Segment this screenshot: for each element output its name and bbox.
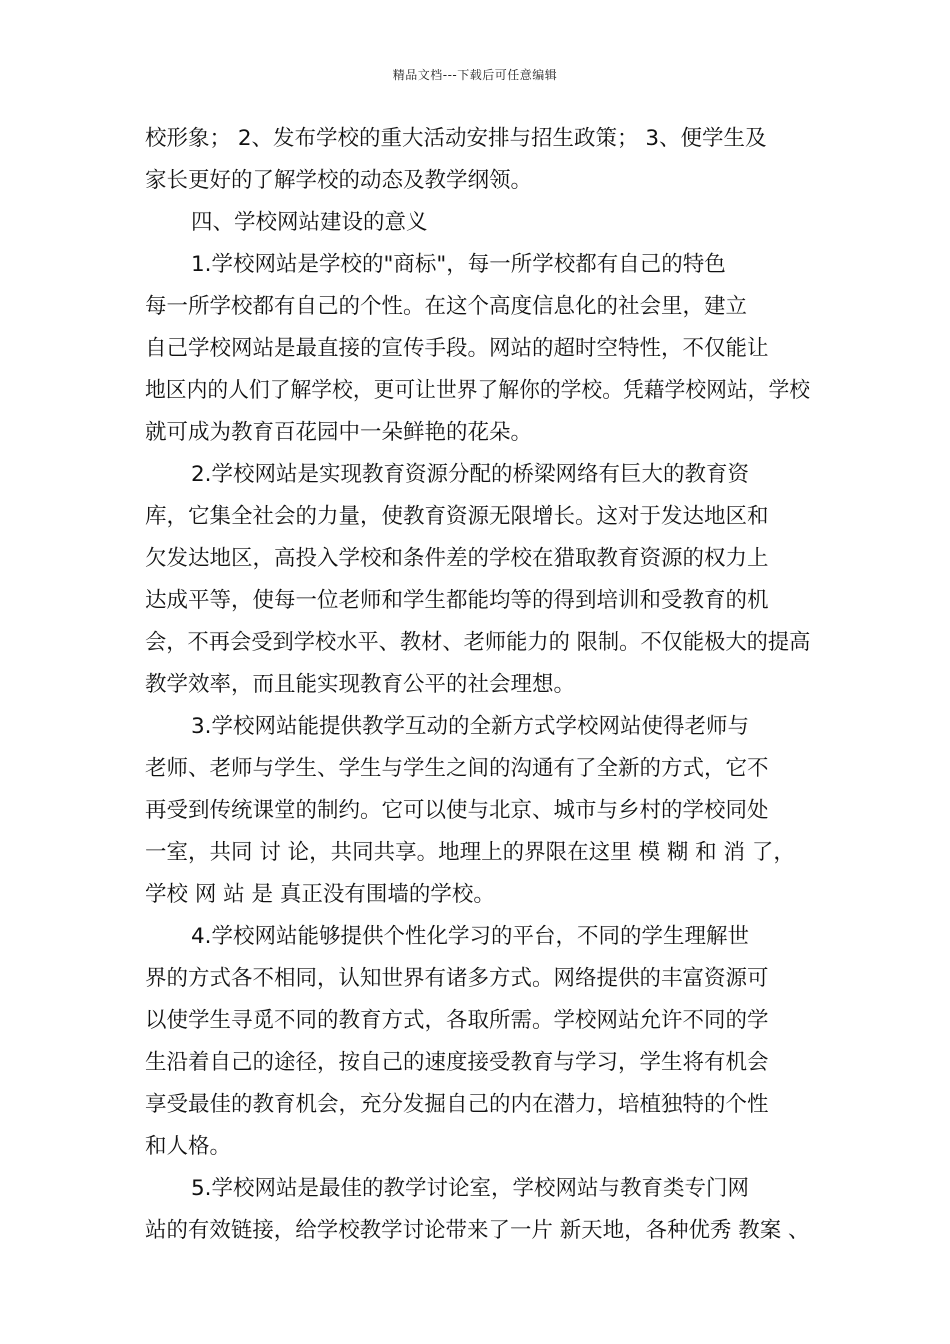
document-body <box>145 118 810 1252</box>
text-line: 站的有效链接，给学校教学讨论带来了一片 新天地，各种优秀 教案 、 <box>145 1218 810 1243</box>
text-line: 达成平等，使每一位老师和学生都能均等的得到培训和受教育的机 <box>145 588 769 613</box>
text-line: 家长更好的了解学校的动态及教学纲领。 <box>145 168 533 193</box>
text-line: 教学效率，而且能实现教育公平的社会理想。 <box>145 672 576 697</box>
text-line: 和人格。 <box>145 1134 232 1159</box>
text-line: 4.学校网站能够提供个性化学习的平台，不同的学生理解世 <box>191 924 750 949</box>
text-line: 3.学校网站能提供教学互动的全新方式学校网站使得老师与 <box>191 714 750 739</box>
text-line: 一室，共同 讨 论，共同共享。地理上的界限在这里 模 糊 和 消 了， <box>145 840 795 865</box>
text-line: 界的方式各不相同，认知世界有诸多方式。网络提供的丰富资源可 <box>145 966 769 991</box>
text-line: 每一所学校都有自己的个性。在这个高度信息化的社会里，建立 <box>145 294 748 319</box>
text-line: 1.学校网站是学校的"商标"，每一所学校都有自己的特色 <box>191 252 726 277</box>
text-line: 生沿着自己的途径，按自己的速度接受教育与学习，学生将有机会 <box>145 1050 769 1075</box>
text-line: 会，不再会受到学校水平、教材、老师能力的 限制。不仅能极大的提高 <box>145 630 811 655</box>
text-line: 以使学生寻觅不同的教育方式，各取所需。学校网站允许不同的学 <box>145 1008 769 1033</box>
text-line: 四、学校网站建设的意义 <box>191 210 428 235</box>
text-line: 再受到传统课堂的制约。它可以使与北京、城市与乡村的学校同处 <box>145 798 769 823</box>
text-line: 校形象； 2、发布学校的重大活动安排与招生政策； 3、便学生及 <box>145 126 767 151</box>
text-line: 就可成为教育百花园中一朵鲜艳的花朵。 <box>145 420 533 445</box>
text-line: 2.学校网站是实现教育资源分配的桥梁网络有巨大的教育资 <box>191 462 750 487</box>
text-line: 自己学校网站是最直接的宣传手段。网站的超时空特性，不仅能让 <box>145 336 769 361</box>
text-line: 地区内的人们了解学校，更可让世界了解你的学校。凭藉学校网站，学校 <box>145 378 811 403</box>
text-line: 享受最佳的教育机会，充分发掘自己的内在潜力，培植独特的个性 <box>145 1092 769 1117</box>
text-line: 老师、老师与学生、学生与学生之间的沟通有了全新的方式，它不 <box>145 756 769 781</box>
text-line: 学校 网 站 是 真正没有围墙的学校。 <box>145 882 495 907</box>
text-line: 5.学校网站是最佳的教学讨论室，学校网站与教育类专门网 <box>191 1176 750 1201</box>
page-header: 精品文档---下载后可任意编辑 <box>392 68 558 82</box>
text-line: 库，它集全社会的力量，使教育资源无限增长。这对于发达地区和 <box>145 504 769 529</box>
text-line: 欠发达地区，高投入学校和条件差的学校在猎取教育资源的权力上 <box>145 546 769 571</box>
